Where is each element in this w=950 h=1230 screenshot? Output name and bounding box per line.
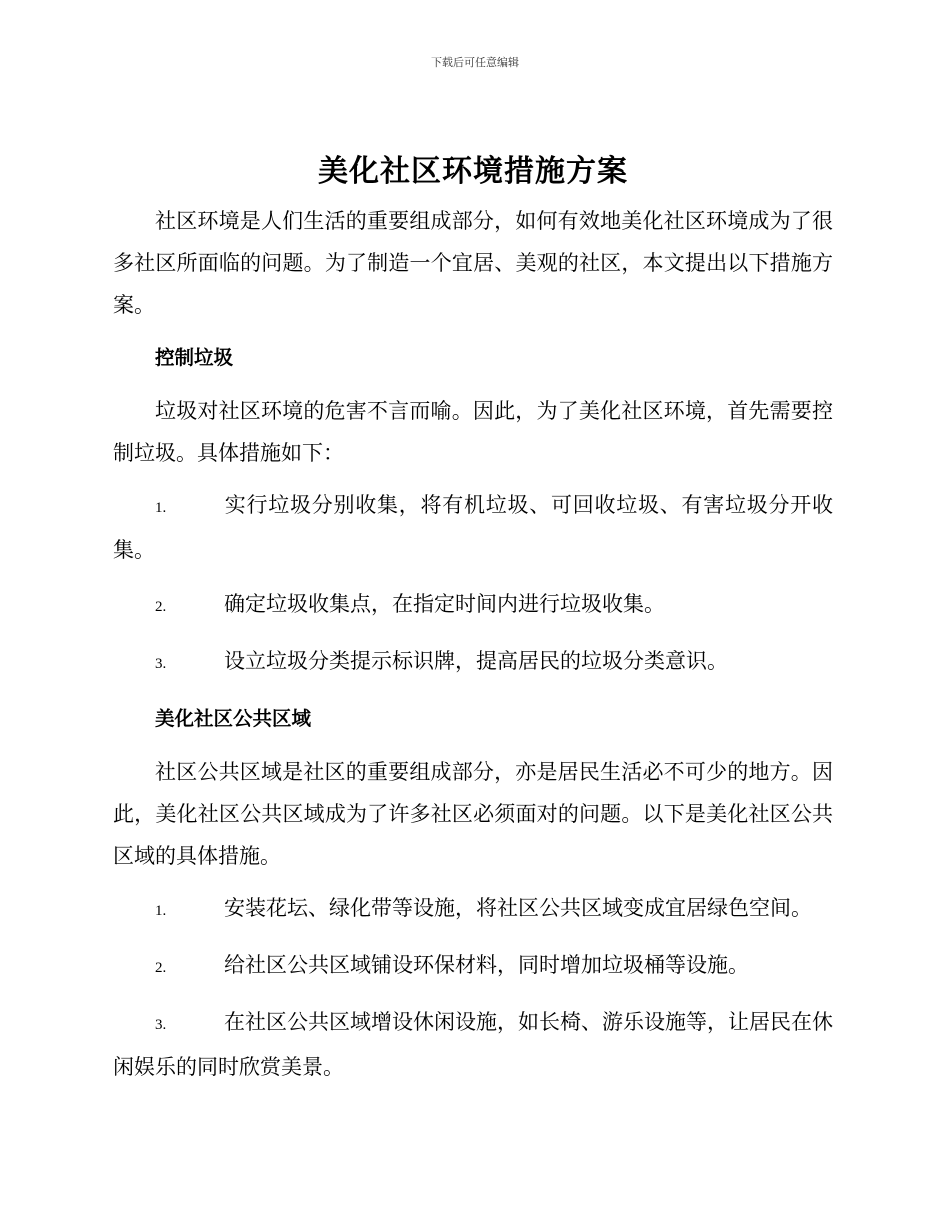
list-text: 实行垃圾分别收集，将有机垃圾、可回收垃圾、有害垃圾分开收集。 [113, 493, 833, 562]
page-header-note: 下载后可任意编辑 [431, 56, 519, 69]
section-intro-garbage: 垃圾对社区环境的危害不言而喻。因此，为了美化社区环境，首先需要控制垃圾。具体措施如下： [113, 399, 833, 465]
list-number: 1. [155, 500, 167, 516]
list-text: 在社区公共区域增设休闲设施，如长椅、游乐设施等，让居民在休闲娱乐的同时欣赏美景。 [113, 1010, 833, 1079]
list-item [113, 887, 833, 932]
list-item [113, 944, 833, 989]
list-text: 设立垃圾分类提示标识牌，提高居民的垃圾分类意识。 [224, 649, 728, 673]
list-number: 2. [155, 599, 167, 615]
list-number: 1. [155, 903, 167, 919]
list-text: 给社区公共区域铺设环保材料，同时增加垃圾桶等设施。 [224, 953, 749, 977]
section-heading-public-area: 美化社区公共区域 [155, 707, 312, 730]
document-title: 美化社区环境措施方案 [318, 154, 628, 189]
document-body [113, 150, 833, 1100]
intro-paragraph: 社区环境是人们生活的重要组成部分，如何有效地美化社区环境成为了很多社区所面临的问题。为了制造一个宜居、美观的社区，本文提出以下措施方案。 [113, 209, 833, 317]
list-item [113, 484, 833, 571]
list-number: 3. [155, 1017, 167, 1033]
list-item [113, 583, 833, 628]
list-text: 安装花坛、绿化带等设施，将社区公共区域变成宜居绿色空间。 [224, 896, 812, 920]
list-text: 确定垃圾收集点，在指定时间内进行垃圾收集。 [224, 592, 665, 616]
section-heading-garbage: 控制垃圾 [155, 346, 234, 369]
list-number: 3. [155, 656, 167, 672]
list-number: 2. [155, 960, 167, 976]
list-item [113, 1001, 833, 1088]
section-intro-public-area: 社区公共区域是社区的重要组成部分，亦是居民生活必不可少的地方。因此，美化社区公共区域成为了许多社区必须面对的问题。以下是美化社区公共区域的具体措施。 [113, 760, 833, 868]
list-item [113, 640, 833, 685]
